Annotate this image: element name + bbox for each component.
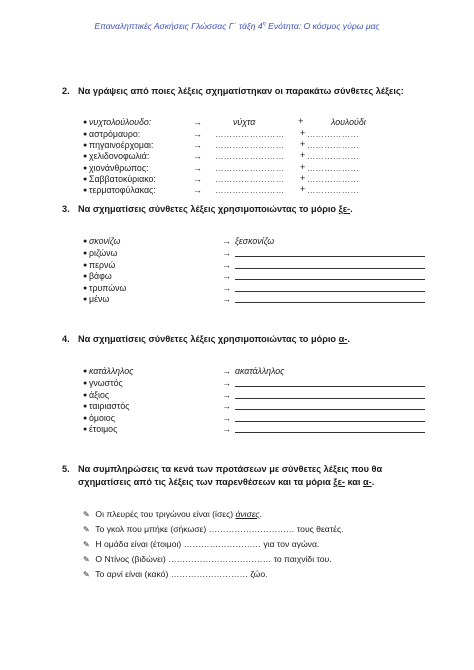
arrow-icon: →	[193, 129, 202, 139]
bullet-icon: ●	[83, 414, 88, 422]
header-unit: Ενότητα: Ο κόσμος γύρω μας	[265, 21, 380, 31]
answer-line[interactable]	[235, 421, 425, 422]
arrow-icon: →	[193, 140, 202, 151]
arrow-icon: →	[193, 173, 202, 184]
answer-blank-2[interactable]: ………………	[307, 151, 360, 162]
sentence-4	[83, 553, 332, 565]
question-punct: .	[371, 476, 375, 487]
page-header	[0, 21, 474, 31]
header-superscript: η	[262, 21, 266, 28]
question-punct: .	[350, 204, 353, 214]
question-number: 5.	[62, 464, 70, 474]
sentence-text: Το αρνί είναι (κακό) ……………………… ζώο.	[95, 569, 268, 579]
question-2-heading	[62, 86, 404, 96]
question-3-heading	[62, 204, 353, 214]
question-text: Να σχηματίσεις σύνθετες λέξεις χρησιμοποιώντας το μόριο	[78, 334, 339, 344]
base-word: βάφω	[89, 271, 112, 282]
answer-blank-1[interactable]: ……………………	[215, 140, 285, 151]
sentence-text: Η ομάδα είναι (έτοιμοι) ……………………… για τον αγώνα.	[95, 539, 320, 549]
example-answer: ακατάλληλος	[235, 366, 285, 376]
bullet-icon: ●	[83, 164, 88, 172]
plus-sign: +	[298, 116, 304, 126]
base-word: ριζώνω	[89, 248, 118, 258]
base-word: τρυπώνω	[89, 282, 127, 293]
bullet-icon: ●	[83, 175, 88, 183]
arrow-icon: →	[222, 424, 231, 435]
pencil-icon: ✎	[83, 510, 90, 519]
bullet-icon: ●	[83, 273, 88, 281]
bullet-icon: ●	[83, 391, 88, 399]
base-word: έτοιμος	[89, 424, 118, 435]
header-title: Επαναληπτικές Ασκήσεις Γλώσσας Γ΄ τάξη 4	[94, 21, 263, 31]
sentence-text: Ο Ντίνος (βιδώνει) ……………………………… το παιχνίδι του.	[95, 554, 332, 564]
plus-sign: +	[300, 161, 306, 172]
answer-blank-2[interactable]: ………………	[307, 162, 360, 173]
base-word: άξιος	[89, 389, 110, 400]
answer-line[interactable]	[235, 279, 425, 280]
arrow-icon: →	[193, 117, 202, 127]
question-number: 4.	[62, 334, 70, 344]
bullet-icon: ●	[83, 131, 88, 138]
sentence-3	[83, 538, 319, 550]
compound-word: αστρόμαυρο:	[89, 129, 141, 139]
question-5-heading	[62, 463, 422, 488]
example-answer: ξεσκονίζω	[235, 236, 275, 246]
arrow-icon: →	[222, 271, 231, 282]
particle-xe: ξε-	[338, 204, 351, 214]
example-part-2: λουλούδι	[331, 117, 366, 127]
answer-line[interactable]	[235, 432, 425, 433]
bullet-icon: ●	[83, 296, 88, 304]
question-line-1: Να συμπληρώσεις τα κενά των προτάσεων με σύνθετες λέξεις που θα	[78, 464, 383, 474]
sentence-1	[83, 508, 262, 520]
sentence-text: Οι πλευρές του τριγώνου είναι (ίσες)	[95, 509, 236, 519]
bullet-icon: ●	[83, 250, 88, 257]
pencil-icon: ✎	[83, 525, 90, 534]
bullet-icon: ●	[83, 284, 88, 292]
bullet-icon: ●	[83, 238, 88, 245]
bullet-icon: ●	[83, 142, 88, 150]
arrow-icon: →	[222, 412, 231, 423]
compound-word: τερματοφύλακας:	[89, 185, 156, 195]
pencil-icon: ✎	[83, 570, 90, 579]
bullet-icon: ●	[83, 153, 88, 161]
pencil-icon: ✎	[83, 555, 90, 564]
sentence-punct: .	[259, 509, 262, 519]
arrow-icon: →	[222, 248, 231, 258]
answer-line[interactable]	[235, 302, 425, 303]
bullet-icon: ●	[83, 380, 88, 387]
base-word: όμοιος	[89, 412, 115, 423]
compound-word: χελιδονοφωλιά:	[89, 151, 150, 162]
compound-word: χιονάνθρωπος:	[89, 162, 149, 173]
example-word: σκονίζω	[89, 236, 121, 246]
arrow-icon: →	[193, 162, 202, 173]
sentence-answer: άνισες	[235, 509, 260, 519]
plus-sign: +	[300, 172, 306, 183]
answer-line[interactable]	[235, 409, 425, 410]
arrow-icon: →	[222, 401, 231, 412]
base-word: περνώ	[89, 259, 116, 270]
answer-blank-1[interactable]: ……………………	[215, 162, 285, 173]
base-word: γνωστός	[89, 378, 123, 388]
bullet-icon: ●	[83, 119, 88, 126]
plus-sign: +	[300, 139, 306, 150]
answer-blank-1[interactable]: ……………………	[215, 185, 285, 195]
arrow-icon: →	[222, 378, 231, 388]
base-word: μένω	[89, 294, 110, 305]
question-number: 2.	[62, 86, 70, 96]
question-text: Να σχηματίσεις σύνθετες λέξεις χρησιμοποιώντας το μόριο	[78, 204, 339, 214]
arrow-icon: →	[222, 282, 231, 293]
base-word: ταιριαστός	[89, 401, 130, 412]
question-punct: .	[347, 334, 350, 344]
question-4-heading	[62, 334, 350, 344]
answer-blank-1[interactable]: ……………………	[215, 151, 285, 162]
arrow-icon: →	[193, 151, 202, 162]
plus-sign: +	[300, 150, 306, 161]
question-text: Να γράψεις από ποιες λέξεις σχηματίστηκαν οι παρακάτω σύνθετες λέξεις:	[78, 86, 404, 96]
answer-blank-2[interactable]: ………………	[307, 129, 360, 139]
example-part-1: νύχτα	[233, 117, 256, 127]
bullet-icon: ●	[83, 368, 88, 375]
arrow-icon: →	[222, 259, 231, 270]
arrow-icon: →	[222, 294, 231, 305]
particle-a: α-	[338, 334, 348, 344]
answer-blank-1[interactable]: ……………………	[215, 129, 285, 139]
sentence-2	[83, 523, 344, 535]
question-line-2: σχηματίσεις από τις λέξεις των παρενθέσεων και τα μόρια	[78, 476, 334, 487]
answer-blank-1[interactable]: ……………………	[215, 173, 285, 184]
plus-sign: +	[300, 128, 306, 138]
bullet-icon: ●	[83, 261, 88, 269]
bullet-icon: ●	[83, 187, 88, 194]
answer-line[interactable]	[235, 398, 425, 399]
bullet-icon: ●	[83, 403, 88, 411]
particle-a: α-	[363, 476, 372, 487]
arrow-icon: →	[222, 389, 231, 400]
answer-line[interactable]	[235, 256, 425, 257]
compound-word: πηγαινοέρχομαι:	[89, 140, 154, 151]
pencil-icon: ✎	[83, 540, 90, 549]
arrow-icon: →	[222, 236, 231, 246]
bullet-icon: ●	[83, 426, 88, 434]
arrow-icon: →	[193, 185, 202, 195]
particle-xe: ξε-	[333, 476, 345, 487]
answer-blank-2[interactable]: ………………	[307, 140, 360, 151]
plus-sign: +	[300, 184, 306, 194]
question-number: 3.	[62, 204, 70, 214]
arrow-icon: →	[222, 366, 231, 376]
compound-word: Σαββατοκύριακο:	[89, 173, 156, 184]
answer-blank-2[interactable]: ………………	[307, 173, 360, 184]
sentence-text: Το γκολ που μπήκε (σήκωσε) ………………………… τους θεατές.	[95, 524, 344, 534]
answer-line[interactable]	[235, 268, 425, 269]
example-word: κατάλληλος	[89, 366, 134, 376]
answer-blank-2[interactable]: ………………	[307, 185, 360, 195]
answer-line[interactable]	[235, 291, 425, 292]
example-word: νυχτολούλουδο:	[89, 117, 152, 127]
answer-line[interactable]	[235, 386, 425, 387]
sentence-5	[83, 568, 268, 580]
conjunction: και	[344, 476, 364, 487]
